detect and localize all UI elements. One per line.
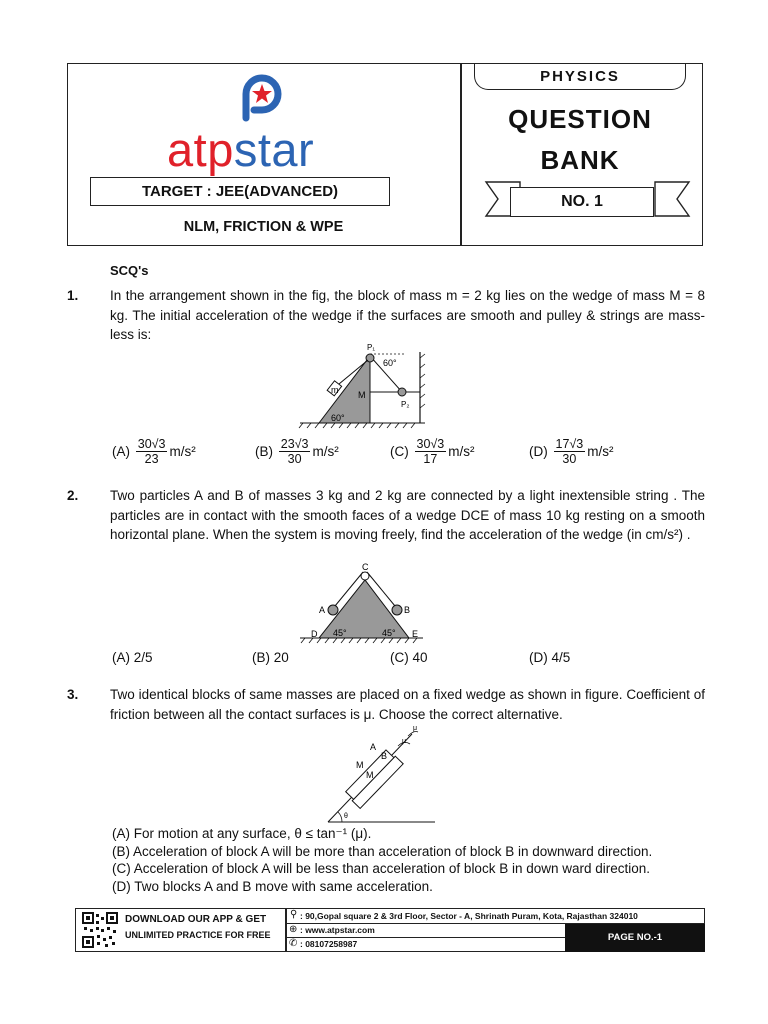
q1-figure — [295, 340, 435, 430]
topic-title: NLM, FRICTION & WPE — [183, 219, 344, 235]
fig-label: P₂ — [401, 400, 410, 409]
fig-label: M — [356, 760, 364, 770]
fig-label: 60° — [383, 358, 397, 368]
atpstar-logo-icon — [236, 72, 284, 122]
fig-label: D — [311, 629, 318, 639]
option-a[interactable]: (A) For motion at any surface, θ ≤ tan⁻¹ (μ). — [112, 826, 372, 841]
fig-label: μ — [402, 738, 407, 745]
phone-number[interactable]: : 08107258987 — [300, 939, 358, 949]
download-subtext: UNLIMITED PRACTICE FOR FREE — [125, 930, 271, 940]
q3-figure — [320, 722, 440, 826]
page-number: PAGE NO.-1 — [565, 924, 705, 952]
option-a[interactable]: (A) $\frac{30√3}{23}$ m/s² — [112, 437, 196, 466]
globe-icon: ⊕ — [289, 924, 298, 935]
option-b[interactable]: (B) $\frac{23√3}{30}$ m/s² — [255, 437, 339, 466]
fig-label: 45° — [333, 628, 347, 638]
section-title: SCQ's — [110, 263, 149, 278]
option-b[interactable]: (B) Acceleration of block A will be more than acceleration of block B in downward direction. — [112, 844, 653, 859]
download-text: DOWNLOAD OUR APP & GET — [125, 914, 267, 925]
footer-row-line — [285, 937, 565, 938]
title-line1: QUESTION — [508, 104, 652, 134]
subject-tab: PHYSICS — [474, 63, 686, 90]
fig-label: B — [381, 751, 388, 761]
option-c[interactable]: (C) 40 — [390, 650, 428, 665]
fig-label: 45° — [382, 628, 396, 638]
fig-label: B — [404, 605, 411, 615]
question-text: In the arrangement shown in the fig, the block of mass m = 2 kg lies on the wedge of mass M = 8 kg. The initial acceleration of the wedge if the surfaces are smooth and pulley & strings are mass-less is: — [110, 288, 705, 342]
atpstar-logo-text: atpstar — [167, 123, 315, 176]
question-text: Two identical blocks of same masses are placed on a fixed wedge as shown in figure. Coefficient of friction between all the contact surfaces is μ. Choose the correct alternative. — [110, 687, 705, 722]
header-divider — [460, 63, 462, 246]
fig-label: A — [370, 742, 377, 752]
fig-label: E — [412, 629, 419, 639]
option-a[interactable]: (A) 2/5 — [112, 650, 153, 665]
fig-label: θ — [344, 813, 348, 820]
phone-icon: ✆ — [289, 938, 298, 949]
question-number: 2. — [67, 488, 79, 503]
qr-code-icon[interactable] — [81, 911, 119, 949]
address-text: : 90,Gopal square 2 & 3rd Floor, Sector - A, Shrinath Puram, Kota, Rajasthan 324010 — [300, 911, 638, 921]
fig-label: P₁ — [367, 343, 376, 352]
question-text: Two particles A and B of masses 3 kg and 2 kg are connected by a light inextensible string . The particles are in contact with the smooth faces of a wedge DCE of mass 10 kg resting on a smooth horizontal plane. When the system is moving freely, find the acceleration of the wedge (in cm/s²) . — [110, 488, 705, 542]
option-c[interactable]: (C) Acceleration of block A will be less than acceleration of block B in down ward direction. — [112, 861, 651, 876]
fig-label: 60° — [331, 413, 345, 423]
fig-label: M — [366, 770, 374, 780]
fig-label: A — [319, 605, 326, 615]
fig-label: μ — [413, 725, 418, 732]
bank-number: NO. 1 — [510, 187, 654, 217]
title-line2: BANK — [540, 145, 620, 175]
website-link[interactable]: : www.atpstar.com — [300, 925, 375, 935]
option-b[interactable]: (B) 20 — [252, 650, 289, 665]
target-label: TARGET : JEE(ADVANCED) — [90, 177, 390, 206]
fig-label: m — [331, 385, 339, 395]
footer-divider — [285, 908, 287, 952]
location-pin-icon: ⚲ — [290, 909, 298, 920]
fig-label: M — [358, 390, 366, 400]
fig-label: C — [362, 562, 369, 572]
option-c[interactable]: (C) $\frac{30√3}{17}$ m/s² — [390, 437, 475, 466]
q2-figure — [295, 562, 435, 647]
question-number: 1. — [67, 288, 79, 303]
option-d[interactable]: (D) $\frac{17√3}{30}$ m/s² — [529, 437, 614, 466]
question-number: 3. — [67, 687, 79, 702]
option-d[interactable]: (D) Two blocks A and B move with same acceleration. — [112, 879, 433, 894]
option-d[interactable]: (D) 4/5 — [529, 650, 571, 665]
